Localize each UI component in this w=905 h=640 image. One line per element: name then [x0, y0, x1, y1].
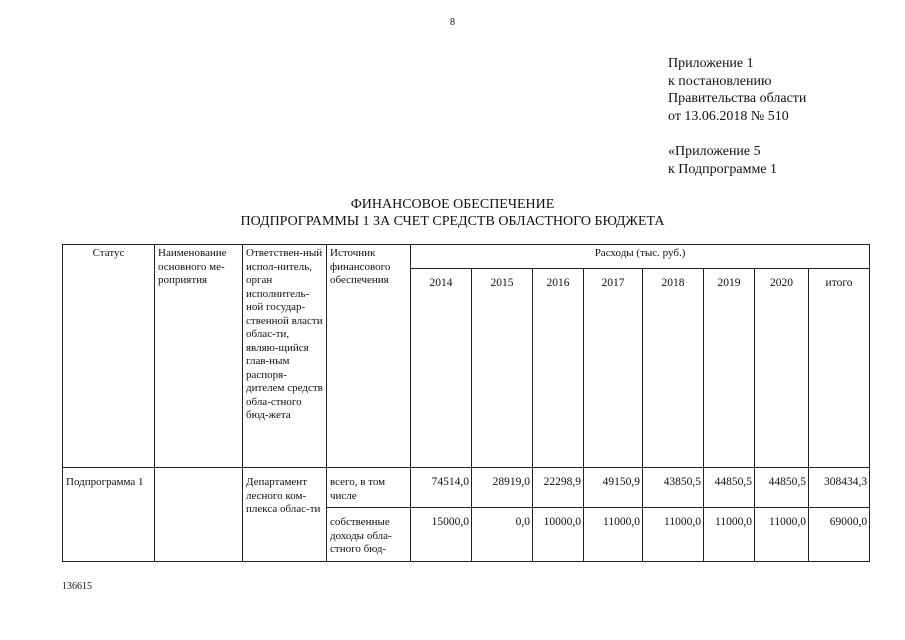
header-measure: Наименование основного ме-роприятия: [155, 245, 243, 468]
header-status: Статус: [63, 245, 155, 468]
header-year: 2016: [533, 269, 584, 468]
annex2-line: к Подпрограмме 1: [668, 161, 778, 177]
financing-table: [62, 244, 870, 562]
header-responsible: Ответствен-ный испол-нитель, орган исполнитель-ной государ-ственной власти облас-ти, являю-щийся глав-ным распоря-дителем средств обла-стного бюд-жета: [243, 245, 327, 468]
header-total: итого: [809, 269, 870, 468]
header-source: Источник финансового обеспечения: [327, 245, 411, 468]
cell-value: 11000,0: [643, 508, 704, 562]
cell-value: 44850,5: [704, 468, 755, 508]
cell-value: 44850,5: [755, 468, 809, 508]
annex2-line: «Приложение 5: [668, 144, 761, 159]
cell-value: 0,0: [472, 508, 533, 562]
annex2-block: [668, 143, 777, 178]
header-year: 2019: [704, 269, 755, 468]
cell-source: всего, в том числе: [327, 468, 411, 508]
cell-value: 10000,0: [533, 508, 584, 562]
annex-line: от 13.06.2018 № 510: [668, 108, 789, 124]
cell-value: 11000,0: [704, 508, 755, 562]
header-year: 2018: [643, 269, 704, 468]
title-line-2: ПОДПРОГРАММЫ 1 ЗА СЧЕТ СРЕДСТВ ОБЛАСТНОГО БЮДЖЕТА: [240, 214, 665, 229]
annex-line: к постановлению: [668, 73, 772, 89]
page-number: 8: [450, 17, 455, 28]
annex-line: Приложение 1: [668, 56, 754, 71]
document-code: 136615: [62, 581, 92, 592]
cell-value: 74514,0: [411, 468, 472, 508]
cell-value: 43850,5: [643, 468, 704, 508]
cell-value: 49150,9: [584, 468, 643, 508]
table-row: [63, 468, 870, 508]
annex-line: Правительства области: [668, 91, 807, 106]
cell-measure: [155, 468, 243, 562]
title-line-1: ФИНАНСОВОЕ ОБЕСПЕЧЕНИЕ: [350, 197, 555, 212]
cell-value: 11000,0: [755, 508, 809, 562]
header-expenses: Расходы (тыс. руб.): [411, 245, 870, 269]
cell-total: 308434,3: [809, 468, 870, 508]
cell-responsible: Департамент лесного ком-плекса облас-ти: [243, 468, 327, 562]
document-title: [0, 196, 905, 230]
cell-status: Подпрограмма 1: [63, 468, 155, 562]
cell-value: 15000,0: [411, 508, 472, 562]
cell-source: собственные доходы обла-стного бюд-: [327, 508, 411, 562]
header-year: 2017: [584, 269, 643, 468]
header-year: 2014: [411, 269, 472, 468]
cell-value: 11000,0: [584, 508, 643, 562]
header-year: 2020: [755, 269, 809, 468]
cell-value: 28919,0: [472, 468, 533, 508]
cell-total: 69000,0: [809, 508, 870, 562]
annex-block: [668, 55, 806, 125]
cell-value: 22298,9: [533, 468, 584, 508]
header-year: 2015: [472, 269, 533, 468]
